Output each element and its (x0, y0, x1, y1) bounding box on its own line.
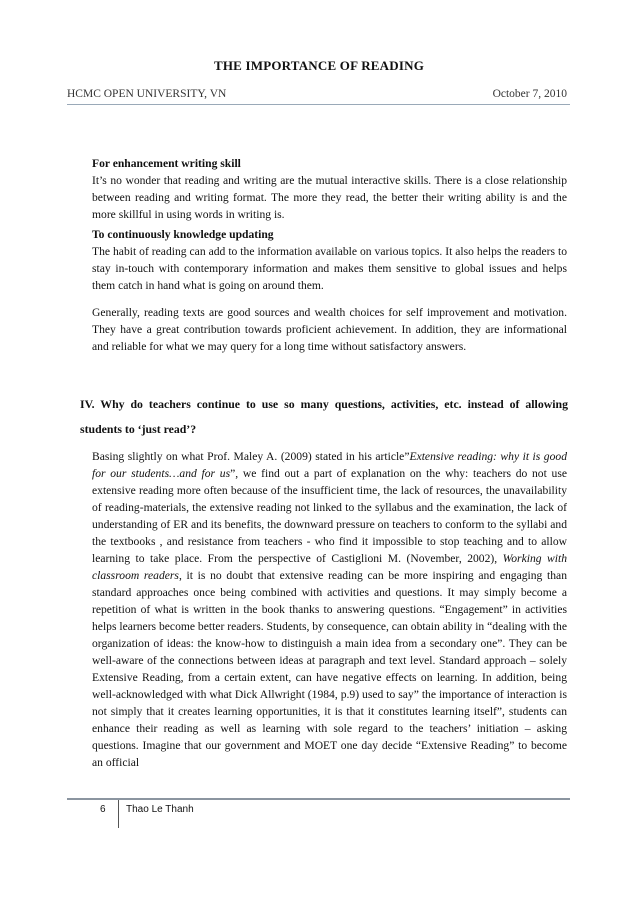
footer-divider (118, 800, 119, 828)
section-iv-intro: Basing slightly on what Prof. Maley A. (2009) stated in his article” (92, 450, 410, 463)
section-writing (92, 155, 567, 223)
section-knowledge-heading: To continuously knowledge updating (92, 228, 274, 241)
section-general-text: Generally, reading texts are good sources and wealth choices for self improvement and motivation. They have a great contribution towards proficient achievement. In addition, they are informational and reliable for what we may query for a long time without satisfactory answers. (92, 306, 567, 353)
section-general (92, 304, 567, 355)
header-date: October 7, 2010 (492, 88, 567, 100)
section-iv-article-title: Extensive reading: why it is good for our students…and for us (92, 450, 567, 480)
section-knowledge-text: The habit of reading can add to the information available on various topics. It also helps the readers to stay in-touch with contemporary information and makes them sensitive to global issues and helps them catch in hand what is going on around them. (92, 245, 567, 292)
section-iv-end: , it is no doubt that extensive reading can be more inspiring and engaging than standard approaches once being combined with activities and questions. It may simply become a repetition of what is written in the book thanks to answering questions. “Engagement” in activities helps learners become better readers. Students, by consequence, can obtain ability in “dealing with the organization of ideas: the know-how to distinguish a main idea from a secondary one”. They can be well-aware of the connections between ideas at paragraph and text level. Standard approach – solely Extensive Reading, from a certain extent, can have negative effects on learning. In addition, being well-acknowledged with what Dick Allwright (1984, p.9) used to say” the importance of interaction is not simply that it creates learning opportunities, it is that it constitutes learning itself”, students can enhance their reading as well as learning with sole regard to the teachers’ initiation – asking questions. Imagine that our government and MOET one day decide “Extensive Reading” to become an official (92, 569, 567, 769)
header-rule (67, 104, 570, 105)
section-iv-work-title: Working with classroom readers (92, 552, 568, 582)
section-iv-body (92, 448, 567, 771)
section-writing-heading: For enhancement writing skill (92, 157, 241, 170)
section-knowledge (92, 226, 567, 294)
document-title: THE IMPORTANCE OF READING (213, 58, 425, 73)
section-writing-text: It’s no wonder that reading and writing are the mutual interactive skills. There is a close relationship between reading and writing format. The more they read, the better their writing ability is and the more skillful in using words in writing is. (92, 174, 567, 221)
section-iv-heading: IV. Why do teachers continue to use so many questions, activities, etc. instead of allowing students to ‘just read’? (80, 397, 568, 436)
page-number: 6 (100, 804, 106, 815)
footer-author: Thao Le Thanh (126, 804, 194, 815)
section-iv-middle: ”, we find out a part of explanation on the why: teachers do not use extensive reading more often because of the insufficient time, the lack of resources, the unavailability of reading-materials, the extensive reading not linked to the syllabus and the examination, the lack of understanding of ER and its benefits, the downward pressure on teachers to conform to the syllabi and the textbooks , and resistance from teachers - who find it impossible to stop teaching and to allow learning to take place. From the perspective of Castiglioni M. (November, 2002), (92, 467, 568, 565)
footer-rule (67, 798, 570, 800)
header-institution: HCMC OPEN UNIVERSITY, VN (67, 88, 227, 100)
